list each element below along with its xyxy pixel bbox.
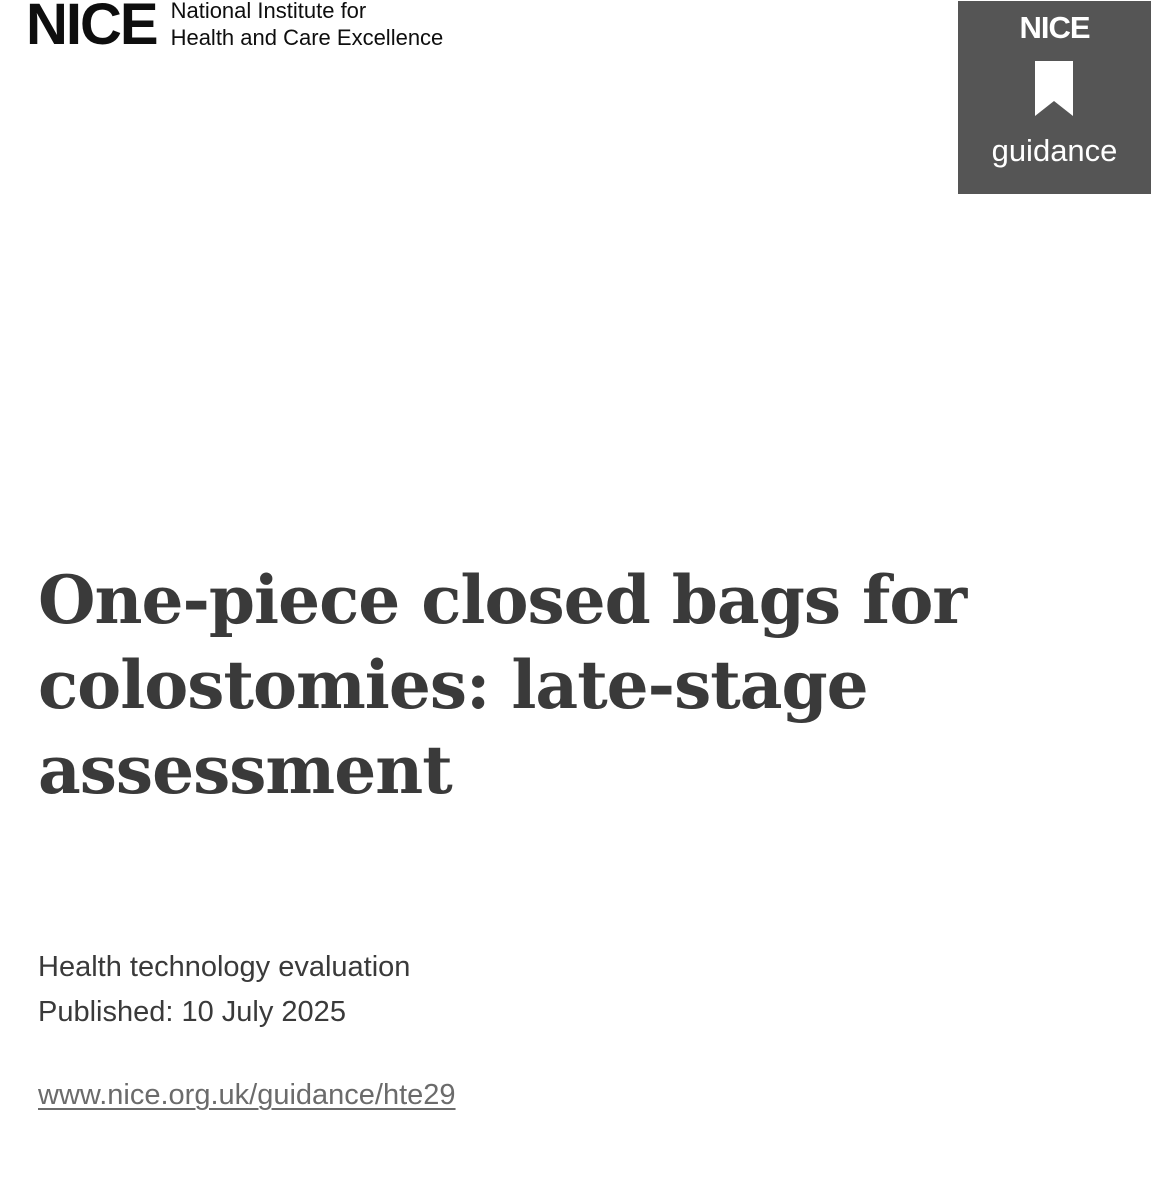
organisation-name (171, 0, 444, 51)
bookmark-icon (1035, 61, 1073, 116)
nice-logo (26, 0, 444, 57)
published-date: Published: 10 July 2025 (38, 996, 346, 1028)
guidance-url-link[interactable]: www.nice.org.uk/guidance/hte29 (38, 1079, 456, 1111)
organisation-name-line-2: Health and Care Excellence (170, 25, 444, 50)
badge-label: guidance (991, 133, 1118, 168)
organisation-name-line-1: National Institute for (170, 0, 367, 23)
document-type: Health technology evaluation (38, 951, 411, 983)
guidance-badge (958, 1, 1151, 194)
badge-title: NICE (1019, 10, 1090, 45)
logo-wordmark: NICE (26, 0, 157, 57)
document-meta (38, 945, 410, 1035)
document-title: One-piece closed bags for colostomies: late-stage assessment (38, 561, 967, 809)
